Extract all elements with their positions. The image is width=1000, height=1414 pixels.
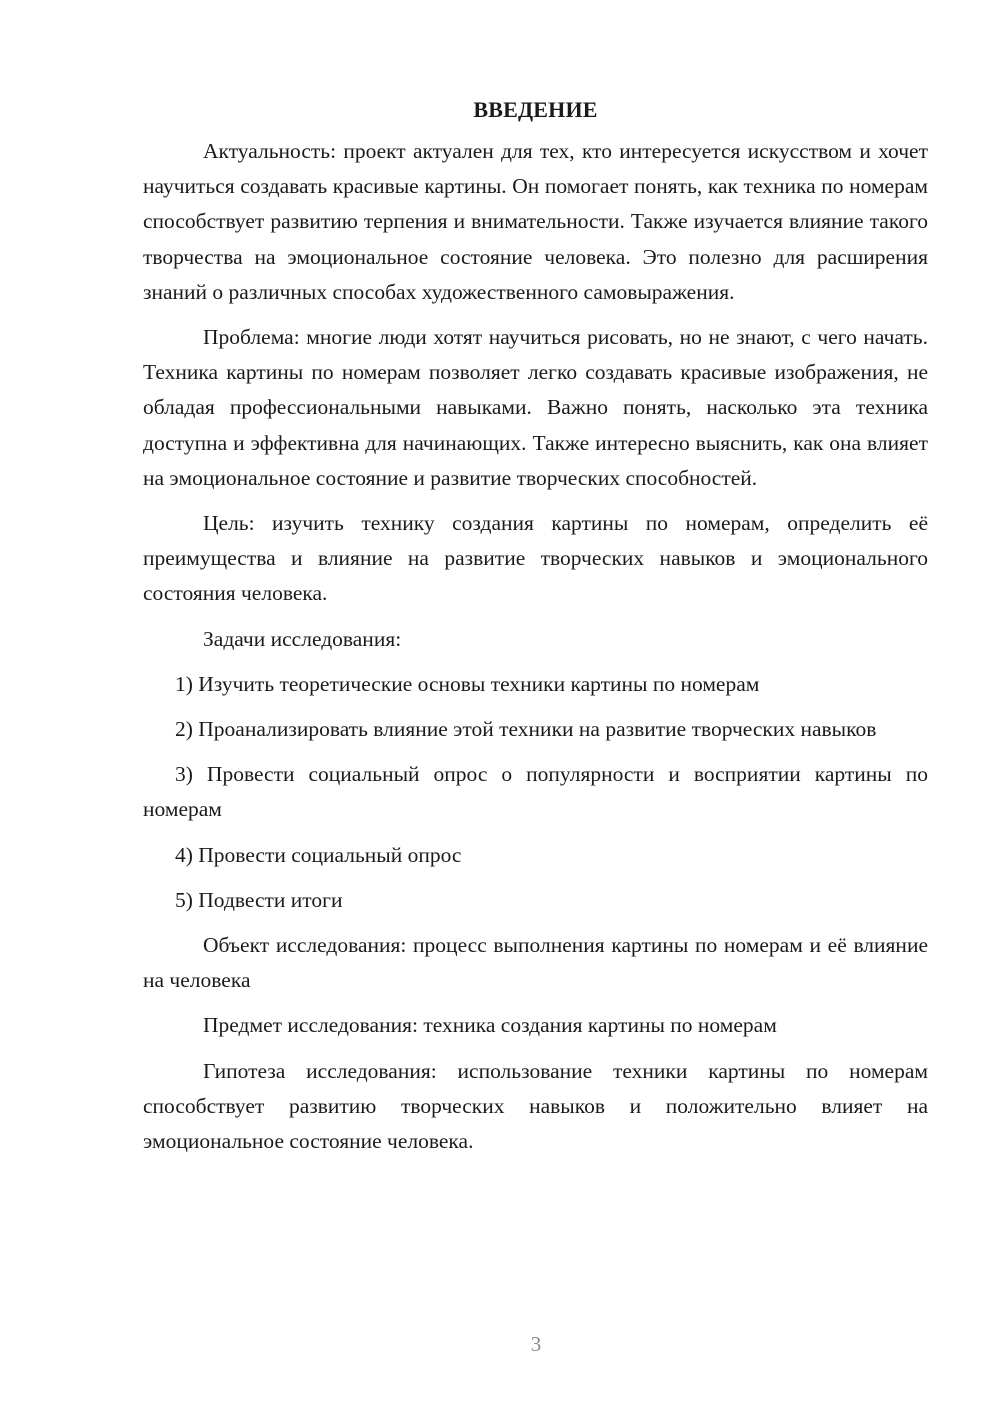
task-item-5: 5) Подвести итоги bbox=[175, 887, 343, 912]
relevance-paragraph: Актуальность: проект актуален для тех, кто интересуется искусством и хочет научиться создавать красивые картины. Он помогает понять, как техника по номерам способствует развитию терпения и внимательности. Также изучается влияние такого творчества на эмоциональное состояние человека. Это полезно для расширения знаний о различных способах художественного самовыражения. bbox=[143, 139, 928, 304]
task-item-4: 4) Провести социальный опрос bbox=[175, 842, 462, 867]
page-content bbox=[143, 92, 928, 1159]
task-item-2: 2) Проанализировать влияние этой техники на развитие творческих навыков bbox=[175, 717, 877, 742]
goal-paragraph: Цель: изучить технику создания картины по номерам, определить её преимущества и влияние на развитие творческих навыков и эмоционального состояния человека. bbox=[143, 511, 928, 606]
problem-paragraph: Проблема: многие люди хотят научиться рисовать, но не знают, с чего начать. Техника картины по номерам позволяет легко создавать красивые изображения, не обладая профессиональными навыками. Важно понять, насколько эта техника доступна и эффективна для начинающих. Также интересно выяснить, как она влияет на эмоциональное состояние и развитие творческих способностей. bbox=[143, 325, 928, 490]
object-paragraph: Объект исследования: процесс выполнения картины по номерам и её влияние на человека bbox=[143, 933, 928, 993]
task-item-3: 3) Провести социальный опрос о популярности и восприятии картины по номерам bbox=[143, 762, 928, 822]
section-title: ВВЕДЕНИЕ bbox=[473, 97, 598, 122]
page-number: 3 bbox=[530, 1332, 542, 1356]
hypothesis-paragraph: Гипотеза исследования: использование техники картины по номерам способствует развитию творческих навыков и положительно влияет на эмоциональное состояние человека. bbox=[143, 1058, 928, 1154]
task-item-1: 1) Изучить теоретические основы техники картины по номерам bbox=[175, 671, 760, 696]
tasks-heading: Задачи исследования: bbox=[203, 626, 402, 651]
subject-paragraph: Предмет исследования: техника создания картины по номерам bbox=[203, 1013, 777, 1038]
